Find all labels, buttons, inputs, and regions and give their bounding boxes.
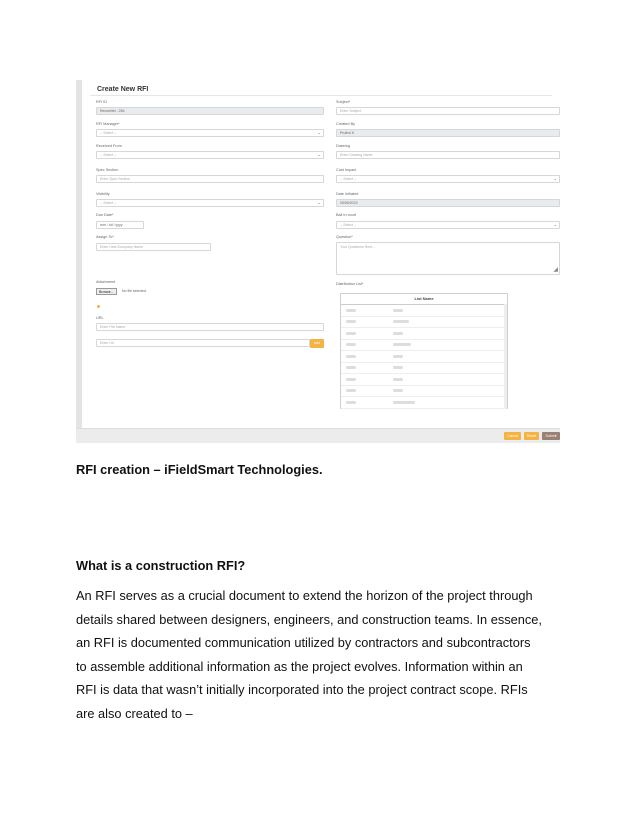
- submit-button[interactable]: Submit: [542, 432, 560, 440]
- paragraph-line: are also created to –: [76, 705, 193, 721]
- chevron-down-icon: ⌄: [317, 152, 321, 157]
- subject-input[interactable]: Enter Subject: [336, 107, 560, 115]
- received-from-select[interactable]: [96, 151, 324, 159]
- due-date-label: Due Date*: [96, 213, 114, 217]
- file-status: No file selected.: [122, 289, 147, 293]
- paragraph-line: an RFI is documented communication utilized by contractors and subcontractors: [76, 635, 531, 650]
- body-paragraph: [76, 584, 566, 725]
- paragraph-line: An RFI serves as a crucial document to extend the horizon of the project through: [76, 588, 533, 603]
- form-title: Create New RFI: [97, 86, 149, 93]
- rfi-manager-select[interactable]: [96, 129, 324, 137]
- assign-to-label: Assign To*: [96, 235, 114, 239]
- question-placeholder: Your Questions Here...: [340, 245, 376, 249]
- received-from-value: -- Select --: [100, 153, 117, 157]
- date-initiated-field: 05/05/2023: [336, 199, 560, 207]
- cancel-button[interactable]: Cancel: [504, 432, 521, 440]
- add-attachment-icon[interactable]: [97, 305, 100, 308]
- question-textarea[interactable]: [336, 242, 560, 275]
- list-name-header: List Name: [341, 294, 507, 305]
- figure-caption: RFI creation – iFieldSmart Technologies.: [76, 462, 323, 477]
- chevron-down-icon: ⌄: [317, 130, 321, 135]
- created-by-label: Created By: [336, 122, 355, 126]
- list-scrollbar[interactable]: [504, 304, 507, 408]
- divider: [90, 95, 552, 96]
- list-item[interactable]: [341, 397, 507, 409]
- url-input[interactable]: Enter Url: [96, 339, 310, 347]
- drawing-input[interactable]: Enter Drawing Name: [336, 151, 560, 159]
- chevron-down-icon: ⌄: [317, 200, 321, 205]
- list-item[interactable]: [341, 363, 507, 375]
- created-by-field: Pruthvi K: [336, 129, 560, 137]
- section-heading: What is a construction RFI?: [76, 558, 246, 573]
- rfi-form-screenshot: [76, 80, 560, 443]
- spec-section-input[interactable]: Enter Spec Section: [96, 175, 324, 183]
- cost-impact-value: -- Select --: [340, 177, 357, 181]
- list-item[interactable]: [341, 386, 507, 398]
- list-item[interactable]: [341, 328, 507, 340]
- list-item[interactable]: [341, 351, 507, 363]
- visibility-value: -- Select --: [100, 201, 117, 205]
- paragraph-line: to assemble additional information as the project evolves. Information within an: [76, 658, 523, 674]
- cost-impact-label: Cost Impact: [336, 168, 357, 172]
- ball-in-court-select[interactable]: [336, 221, 560, 229]
- file-name-input[interactable]: Enter File Name: [96, 323, 324, 331]
- add-url-button[interactable]: Add: [310, 339, 324, 348]
- visibility-label: Visibility: [96, 192, 110, 196]
- list-item[interactable]: [341, 317, 507, 329]
- date-initiated-label: Date Initiated: [336, 192, 359, 196]
- rfi-id-field: Recumitel - 284: [96, 107, 324, 115]
- question-label: Question*: [336, 235, 353, 239]
- distribution-list[interactable]: [340, 293, 508, 409]
- drawing-label: Drawing: [336, 144, 350, 148]
- rfi-id-label: RFI ID: [96, 100, 107, 104]
- attachment-label: Attachment: [96, 280, 116, 284]
- ball-in-court-value: -- Select --: [340, 223, 357, 227]
- browse-button[interactable]: Browse...: [96, 288, 117, 295]
- rfi-manager-value: -- Select --: [100, 131, 117, 135]
- list-item[interactable]: [341, 374, 507, 386]
- cost-impact-select[interactable]: [336, 175, 560, 183]
- visibility-select[interactable]: [96, 199, 324, 207]
- due-date-input[interactable]: mm / dd / yyyy: [96, 221, 144, 229]
- rfi-manager-label: RFI Manager*: [96, 122, 120, 126]
- chevron-down-icon: ⌄: [553, 222, 557, 227]
- assign-to-input[interactable]: Enter User/Company Name: [96, 243, 211, 251]
- paragraph-line: details shared between designers, engineers, and construction teams. In essence,: [76, 611, 542, 627]
- ball-in-court-label: Ball In court: [336, 213, 357, 217]
- list-item[interactable]: [341, 340, 507, 352]
- list-item[interactable]: [341, 305, 507, 317]
- chevron-down-icon: ⌄: [553, 176, 557, 181]
- url-label: URL: [96, 316, 104, 320]
- distribution-list-label: Distribution List*: [336, 282, 364, 286]
- reset-button[interactable]: Reset: [524, 432, 539, 440]
- subject-label: Subject*: [336, 100, 351, 104]
- paragraph-line: RFI is data that wasn’t initially incorporated into the project contract scope. RFIs: [76, 682, 528, 697]
- received-from-label: Received From: [96, 144, 122, 148]
- form-footer-bar: [76, 428, 560, 443]
- spec-section-label: Spec Section: [96, 168, 119, 172]
- resize-handle-icon[interactable]: ◢: [553, 267, 558, 273]
